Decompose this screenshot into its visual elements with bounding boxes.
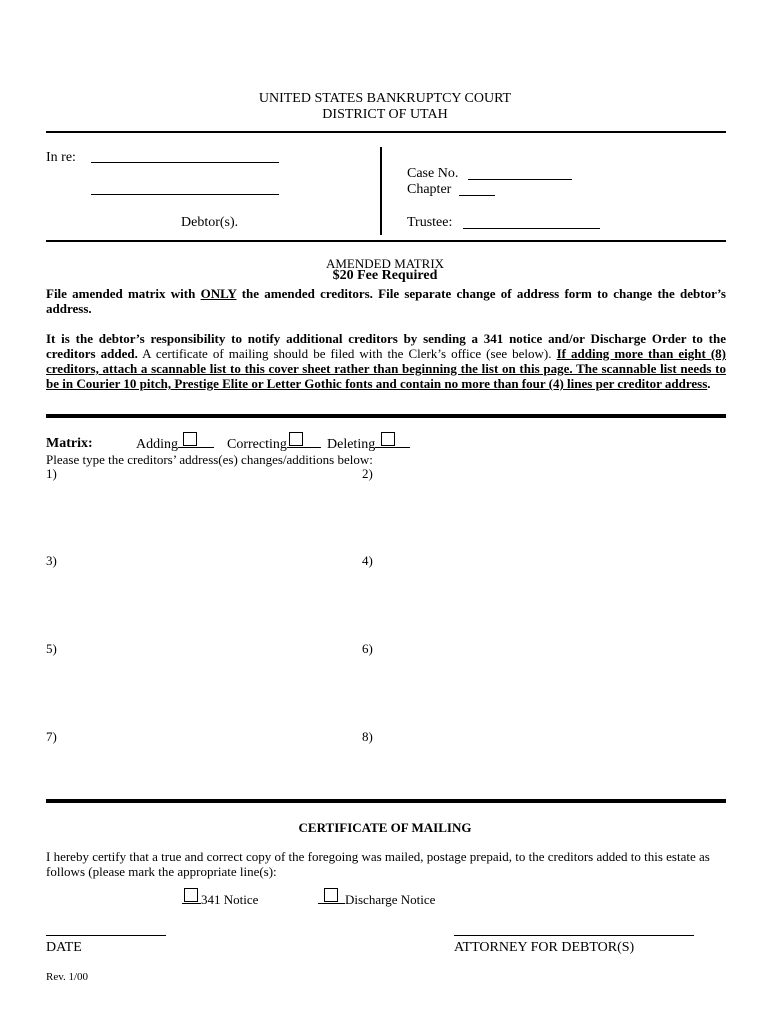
date-signature-line[interactable] [46,935,166,936]
certificate-text: I hereby certify that a true and correct copy of the foregoing was mailed, postage prepaid, to the creditors added to this estate as follows (please mark the appropriate line(s): [46,849,710,879]
attorney-label: ATTORNEY FOR DEBTOR(S) [454,940,635,955]
notice-341-label: 341 Notice [201,892,259,907]
creditor-entry-6[interactable]: 6) [362,641,373,656]
instruction-2-part-d: . [707,376,711,391]
district-name: DISTRICT OF UTAH [322,107,448,122]
fee-notice: $20 Fee Required [332,268,438,283]
correcting-label: Correcting [227,437,287,452]
correcting-checkbox[interactable] [289,432,303,446]
discharge-notice-label: Discharge Notice [345,892,436,907]
creditor-entry-2[interactable]: 2) [362,466,373,481]
notice-341-line [182,888,201,904]
thick-divider-1 [46,414,726,418]
deleting-label: Deleting [327,437,376,452]
creditor-entry-3[interactable]: 3) [46,553,57,568]
attorney-signature-line[interactable] [454,935,694,936]
notice-341-checkbox[interactable] [184,888,198,902]
deleting-checkbox-line [375,432,410,448]
case-number-label: Case No. [407,166,459,181]
only-emphasis: ONLY [200,286,237,301]
creditor-entry-5[interactable]: 5) [46,641,57,656]
deleting-checkbox[interactable] [381,432,395,446]
chapter-label: Chapter [407,182,452,197]
revision-note: Rev. 1/00 [46,971,89,983]
certificate-heading: CERTIFICATE OF MAILING [298,820,472,835]
trustee-line[interactable] [463,215,600,229]
creditor-entry-1[interactable]: 1) [46,466,57,481]
deleting-option[interactable] [327,432,410,453]
adding-checkbox[interactable] [183,432,197,446]
matrix-label: Matrix: [46,436,93,451]
discharge-notice-line [318,888,345,904]
date-label: DATE [46,940,82,955]
debtor-name-line-2[interactable] [91,180,279,195]
adding-checkbox-line [178,432,214,448]
notice-341-option[interactable] [182,888,258,907]
in-re-label: In re: [46,150,76,165]
instruction-paragraph-2 [46,331,726,391]
matrix-instruction: Please type the creditors’ address(es) changes/additions below: [46,452,373,467]
adding-option[interactable] [136,432,214,453]
instruction-2-part-c: If adding more than eight (8) creditors, attach a scannable list to this cover sheet rather than beginning the list on this page. The scannable list needs to be in Courier 10 pitch, Prestige Elite or Letter Gothic fonts and contain no more than four (4) lines per creditor address [46,346,726,391]
trustee-label: Trustee: [407,215,453,230]
instruction-1-part-b: the amended creditors. File separate change of address form to change the debtor’s address. [46,286,726,316]
instruction-2-part-b: A certificate of mailing should be filed with the Clerk’s office (see below). [137,346,557,361]
court-name: UNITED STATES BANKRUPTCY COURT [258,91,512,106]
debtor-name-line-1[interactable] [91,148,279,163]
instruction-2-part-a: It is the debtor’s responsibility to notify additional creditors by sending a 341 notice and/or Discharge Order to the creditors added. [46,331,726,361]
caption-vertical-divider [380,147,382,235]
instruction-1-part-a: File amended matrix with [46,286,201,301]
discharge-notice-option[interactable] [318,888,435,907]
case-number-line[interactable] [468,166,572,180]
debtors-label: Debtor(s). [181,215,239,230]
creditor-entry-7[interactable]: 7) [46,729,57,744]
adding-label: Adding [136,437,178,452]
discharge-notice-checkbox[interactable] [324,888,338,902]
caption-bottom-divider [46,240,726,242]
creditor-entry-8[interactable]: 8) [362,729,373,744]
chapter-line[interactable] [459,182,495,196]
title-amended-matrix: AMENDED MATRIX [325,256,445,271]
creditor-entry-4[interactable]: 4) [362,553,373,568]
correcting-checkbox-line [287,432,321,448]
instruction-paragraph-1 [46,286,726,316]
thick-divider-2 [46,799,726,803]
top-divider [46,131,726,133]
correcting-option[interactable] [227,432,321,453]
